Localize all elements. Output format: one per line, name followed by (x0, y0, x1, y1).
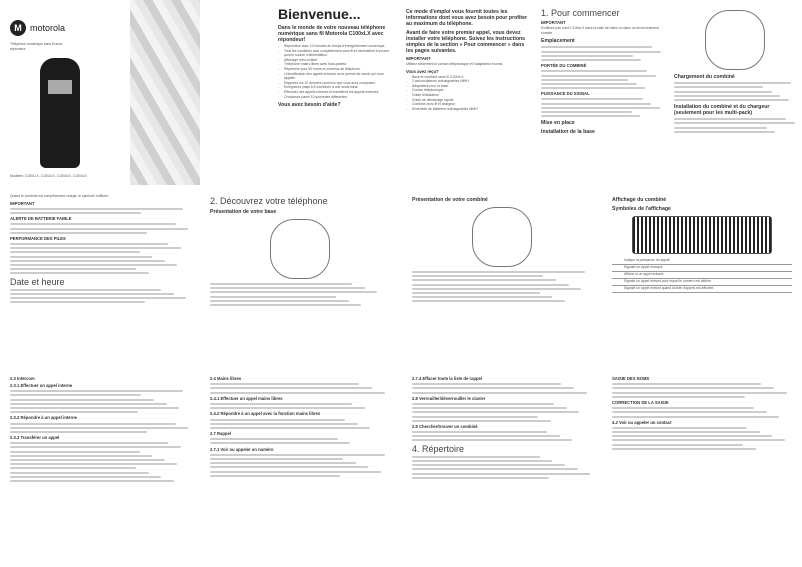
heading: Avant de faire votre premier appel, vous devez installer votre téléphone. Suivez les instructions simples de la section « Pour commencer » dans les pages suivantes. (406, 30, 526, 54)
text-line (412, 464, 565, 466)
text-line (10, 411, 138, 413)
text-line (10, 423, 176, 425)
text-line (10, 476, 161, 478)
text-line (674, 95, 780, 97)
manual-page (0, 188, 200, 366)
text-line (210, 423, 358, 425)
text-line (210, 291, 377, 293)
heading: CORRECTION DE LA SAISIE (612, 399, 669, 405)
heading: 1. Pour commencer (541, 8, 620, 18)
text-line (674, 86, 763, 88)
text-line (10, 251, 140, 253)
text-line (10, 463, 177, 465)
list-item: - Combiné avec fil et chargeur (406, 102, 529, 107)
text-line (210, 387, 372, 389)
heading: IMPORTANT (406, 56, 431, 61)
list-item: - L'identification des appels entrants vous permet de savoir qui vous appelle. (278, 72, 394, 81)
text-line (412, 477, 549, 479)
heading: 2.8 Verrouiller/déverrouiller le clavier (412, 395, 486, 401)
text-line (10, 427, 188, 429)
text-line (412, 468, 578, 470)
heading: 4.2 Voir ou appeler un contact (612, 419, 672, 425)
heading: 2.3.2 Répondre à un appel interne (10, 415, 78, 421)
text-line (210, 466, 368, 468)
text-line (10, 403, 167, 405)
text-line (541, 79, 628, 81)
text-line (210, 454, 385, 456)
text-line (412, 411, 579, 413)
text-line (412, 300, 565, 302)
text-line (612, 416, 779, 418)
text-line (412, 473, 590, 475)
text-line (541, 111, 632, 113)
heading: IMPORTANT (10, 200, 35, 206)
text-line (10, 459, 165, 461)
text-line (541, 83, 637, 85)
list-item: - Ensemble de batteries rechargeables NiMH (406, 107, 529, 112)
text-line (674, 131, 775, 133)
list-item: - Guide d'utilisation (406, 93, 529, 98)
text-line (541, 75, 656, 77)
list-item: - Cordon téléphonique (406, 88, 529, 93)
text-line (210, 304, 361, 306)
text-line (10, 223, 176, 225)
text-line (210, 392, 385, 394)
heading: 2.7.4 Effacer toute la liste de rappel (412, 376, 483, 381)
text-line (10, 446, 181, 448)
manual-page (200, 188, 400, 366)
text-line (674, 127, 767, 129)
heading: Bienvenue... (278, 6, 361, 22)
text-line (210, 296, 336, 298)
text-line (10, 480, 174, 482)
manual-page (402, 188, 602, 366)
text-line (10, 243, 168, 245)
heading: Date et heure (10, 276, 65, 287)
heading: Chargement du combiné (674, 74, 735, 80)
text-line (412, 275, 543, 277)
manual-page (668, 0, 802, 185)
device-diagram (472, 207, 532, 267)
text-line (10, 431, 147, 433)
text-line (674, 82, 791, 84)
text-line (541, 107, 660, 109)
list-item: - Guide de démarrage rapide (406, 98, 529, 103)
list-item: - Répertoire pour 50 noms et numéros de téléphone. (278, 67, 394, 72)
text-line (412, 407, 567, 409)
text-line (210, 462, 356, 464)
heading: Emplacement (541, 38, 575, 45)
text-line (412, 456, 540, 458)
text-line (412, 420, 551, 422)
text-line (412, 431, 547, 433)
text-line (612, 435, 772, 437)
list-item: - Téléphone mains libres avec haut-parleur. (278, 62, 394, 67)
text-line (541, 98, 643, 100)
text-line (210, 442, 350, 444)
text-line (612, 392, 787, 394)
text-line (10, 228, 188, 230)
phone-image (40, 58, 80, 168)
heading: Installation du combiné et du chargeur (seulement pour les multi-pack) (674, 103, 770, 116)
text-line (210, 383, 359, 385)
heading: 2.9 Chercher/trouver un combiné (412, 423, 478, 429)
text-line (612, 396, 745, 398)
text-line (10, 272, 149, 274)
text-line (412, 271, 585, 273)
text-line (412, 296, 552, 298)
text-line (10, 301, 145, 303)
text-line (10, 232, 147, 234)
text-line (412, 435, 560, 437)
text-line (10, 467, 136, 469)
text-line (10, 451, 140, 453)
text-line (210, 407, 365, 409)
heading: Présentation de votre combiné (412, 197, 488, 203)
list-item: - Effectuez des appels internes et transférez les appels externes. (278, 90, 394, 95)
manual-page (400, 0, 535, 185)
heading: PORTÉE DU COMBINÉ (541, 63, 587, 69)
text-line (10, 390, 183, 392)
heading: ALERTE DE BATTERIE FAIBLE (10, 216, 72, 222)
text-line (674, 91, 772, 93)
text-line (412, 439, 572, 441)
paragraph: Quand le combiné est complètement chargé, le symbole s'affiche. (10, 194, 109, 198)
text-line (541, 46, 652, 48)
list-item: - Enregistrez jusqu'à 5 combinés à une seule base. (278, 85, 394, 90)
manual-page (535, 0, 668, 185)
text-line (541, 70, 647, 72)
symbol-row: Affiché si un appel entrant. (612, 272, 792, 279)
text-line (412, 292, 540, 294)
paragraph: Utilisez seulement le cordon téléphonique et l'adaptateur fournis. (406, 62, 504, 66)
manual-page (402, 368, 602, 567)
cover-tagline: Téléphone numérique sans fil avec répondeur (10, 42, 63, 51)
text-line (612, 448, 756, 450)
text-line (10, 472, 149, 474)
heading: Ce mode d'emploi vous fournit toutes les informations dont vous avez besoin pour profiter au maximum du téléphone. (406, 9, 528, 27)
text-line (210, 419, 345, 421)
text-line (10, 293, 174, 295)
heading: PERFORMANCE DES PILES (10, 235, 66, 241)
brand-name: motorola (30, 23, 66, 33)
text-line (612, 411, 767, 413)
cover-pattern (130, 0, 200, 185)
text-line (10, 256, 152, 258)
manual-page (602, 368, 802, 567)
list-item: - Rappelez les 10 derniers numéros que vous avez composés. (278, 81, 394, 86)
paragraph: N'utilisez pas votre C100xLX dans la salle de bains ou dans un environnement humide. (541, 26, 659, 35)
text-line (210, 475, 340, 477)
text-line (612, 427, 747, 429)
text-line (541, 51, 661, 53)
text-line (210, 471, 381, 473)
text-line (674, 99, 789, 101)
list-item: - Répondeur avec 12 minutes de temps d'enregistrement numérique. (278, 44, 394, 49)
text-line (210, 438, 338, 440)
text-line (541, 55, 633, 57)
text-line (10, 208, 183, 210)
symbol-row: Signale un appel manqué. (612, 265, 792, 272)
text-line (412, 279, 556, 281)
heading: Dans le monde de votre nouveau téléphone numérique sans fil Motorola C100xLX avec répondeur! (278, 25, 386, 43)
list-item: - 2 accumulateurs rechargeables NiMH (406, 79, 529, 84)
text-line (210, 287, 365, 289)
text-line (674, 122, 795, 124)
cover-models: Modèles: C1001LX, C1002LX, C1003LX, C1004LX (10, 174, 87, 178)
heading: Mise en place (541, 120, 575, 127)
heading: 2.4.1 Effectuer un appel mains libres (210, 395, 283, 401)
symbols-table (612, 258, 792, 293)
text-line (412, 284, 569, 286)
heading: 2.4 Mains libres (210, 376, 242, 381)
text-line (10, 289, 161, 291)
heading: Présentation de votre base (210, 209, 277, 215)
text-line (412, 392, 587, 394)
heading: 2.4.2 Répondre à un appel avec la fonction mains libres (210, 411, 321, 417)
text-line (10, 268, 136, 270)
text-line (541, 87, 645, 89)
text-line (10, 247, 181, 249)
list-item: - Adaptateur pour la base (406, 84, 529, 89)
text-line (210, 458, 343, 460)
text-line (10, 260, 165, 262)
text-line (10, 297, 186, 299)
text-line (412, 288, 581, 290)
device-diagram (270, 219, 330, 279)
manual-page (0, 368, 200, 567)
text-line (612, 439, 785, 441)
text-line (10, 394, 141, 396)
heading: 2.3.3 Transférer un appel (10, 435, 60, 441)
text-line (612, 407, 754, 409)
text-line (541, 59, 641, 61)
text-line (210, 427, 370, 429)
manual-page (200, 368, 400, 567)
motorola-logo: M motorola (10, 20, 190, 36)
text-line (412, 387, 574, 389)
text-line (412, 403, 554, 405)
manual-page (272, 0, 400, 185)
text-line (412, 383, 561, 385)
text-line (541, 103, 651, 105)
heading: 2.3 Intercom (10, 376, 35, 381)
list-item: - Base et combiné sans fil C100xLX (406, 75, 529, 80)
text-line (412, 416, 538, 418)
symbol-row: Indique la puissance du signal. (612, 258, 792, 265)
heading: IMPORTANT (541, 20, 566, 25)
heading: Vous avez reçu? (406, 68, 439, 74)
text-line (612, 383, 761, 385)
symbol-row: Signale un appel entrant quand la liste d'appels est affichée. (612, 286, 792, 293)
heading: SAISIE DES NOMS (612, 376, 650, 381)
symbol-row: Signale un appel entrant pour lequel le numéro est affiché. (612, 279, 792, 286)
text-line (612, 444, 743, 446)
text-line (10, 399, 154, 401)
manual-page (602, 188, 802, 366)
cover-page (0, 0, 200, 185)
list-item: - Tous les combinés sont complètement sans fil et nécessitent à trouver qu'une source d'alimentation. (278, 49, 394, 58)
text-line (612, 387, 774, 389)
text-line (612, 431, 760, 433)
heading: 4. Répertoire (412, 443, 465, 454)
text-line (210, 300, 349, 302)
text-line (10, 212, 141, 214)
text-line (210, 283, 352, 285)
device-diagram (705, 10, 765, 70)
heading: Affichage du combiné (612, 197, 667, 203)
heading: 2.3.1 Effectuer un appel interne (10, 383, 73, 388)
text-line (10, 442, 168, 444)
heading: Symboles de l'affichage (612, 206, 671, 212)
heading: Vous avez besoin d'aide? (278, 102, 341, 109)
text-line (541, 115, 640, 117)
list-item: - Affichage rétro-éclairé. (278, 58, 394, 63)
text-line (674, 118, 786, 120)
text-line (10, 407, 179, 409)
text-line (10, 455, 152, 457)
text-line (10, 264, 177, 266)
list-item: - Choisissez parmi 10 sonneries différentes. (278, 95, 394, 100)
heading: 2.7 Rappel (210, 431, 231, 437)
lcd-display-diagram (632, 216, 772, 254)
text-line (412, 460, 552, 462)
heading: PUISSANCE DU SIGNAL (541, 91, 590, 97)
heading: 2.7.1 Voir ou appeler un numéro (210, 446, 274, 452)
text-line (210, 403, 352, 405)
heading: Installation de la base (541, 129, 595, 136)
heading: 2. Découvrez votre téléphone (210, 196, 328, 206)
